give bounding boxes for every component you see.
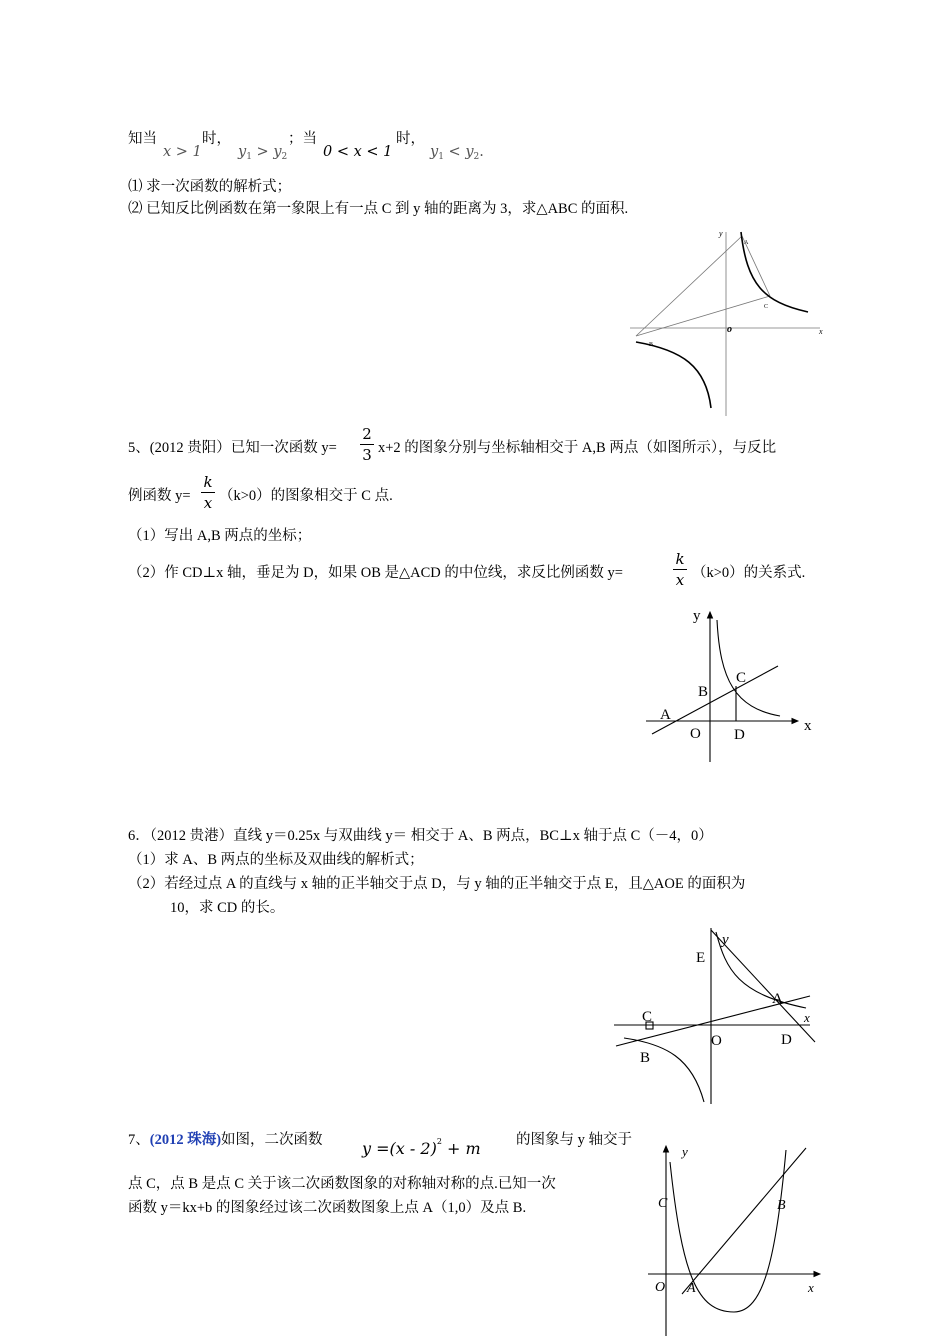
p5-fraction: 2 3	[360, 425, 374, 464]
p5-label-c: C	[736, 670, 747, 686]
p4-hyperbola-q3	[636, 342, 711, 408]
p5-line1-b: x+2 的图象分别与坐标轴相交于 A,B 两点（如图所示），与反比	[378, 440, 777, 456]
p5-line2-a: 例函数 y=	[128, 488, 191, 504]
p7-line	[682, 1148, 806, 1294]
p4-text-d: 时，	[396, 131, 425, 147]
p7-line2: 点 C，点 B 是点 C 关于该二次函数图象的对称轴对称的点.已知一次	[128, 1176, 556, 1192]
p6-label-c: C	[642, 1009, 653, 1025]
p5-figure	[640, 600, 830, 770]
p4-figure	[630, 228, 830, 418]
p4-hyperbola-q1	[741, 232, 808, 312]
p7-label-o: O	[655, 1280, 666, 1295]
p7-text-a: 如图，二次函数	[221, 1132, 323, 1148]
p6-label-a: A	[772, 991, 783, 1007]
p5-line	[652, 666, 778, 734]
p6-question-1: （1）求 A、B 两点的坐标及双曲线的解析式；	[128, 852, 424, 868]
p6-label-e: E	[696, 950, 706, 966]
p6-hyperbola-q3	[624, 1038, 704, 1102]
p4-ineq2: $y_1 > y_2$	[238, 144, 288, 162]
p4-ineq3: 0 < x < 1	[323, 144, 393, 160]
p6-label-d: D	[781, 1032, 792, 1048]
p7-equation: y =(x - 2)$^2$ + m	[362, 1137, 481, 1158]
p5-line2-b: （k>0）的图象相交于 C 点.	[219, 488, 393, 504]
p6-label-y: y	[722, 932, 729, 948]
p5-question-2-a: （2）作 CD⊥x 轴，垂足为 D，如果 OB 是△ACD 的中位线，求反比例函数 y=	[128, 565, 623, 581]
p7-line3: 函数 y＝kx+b 的图象经过该二次函数图象上点 A（1,0）及点 B.	[128, 1200, 527, 1216]
p4-label-x: x	[819, 327, 823, 336]
p7-label-a: A	[687, 1281, 696, 1296]
p7-label-c: C	[658, 1196, 668, 1211]
p5-label-x: x	[804, 718, 812, 734]
p4-text-b: 时，	[202, 131, 231, 147]
p4-text-c: ；当	[288, 131, 317, 147]
p5-question-2-b: （k>0）的关系式.	[692, 565, 806, 581]
p5-question-1: （1）写出 A,B 两点的坐标；	[128, 528, 312, 544]
p4-line1	[128, 129, 157, 149]
p7-line1	[128, 1130, 323, 1150]
p5-fraction-kx-2: k x	[673, 550, 687, 589]
p5-label-b: B	[698, 684, 709, 700]
p5-label-y: y	[693, 608, 701, 624]
p6-figure	[610, 920, 830, 1110]
p4-label-b: B	[649, 342, 654, 348]
p4-label-a: A	[744, 240, 749, 246]
p7-label-x: x	[808, 1280, 814, 1295]
p6-question-2b: 10，求 CD 的长。	[170, 900, 285, 916]
p7-text-b: 的图象与 y 轴交于	[516, 1132, 632, 1148]
p5-fraction-kx: k x	[201, 473, 215, 512]
p4-text-a: 知当	[128, 131, 157, 147]
p5-label-d: D	[734, 727, 745, 743]
p5-label-o: O	[690, 726, 701, 742]
p7-label-b: B	[777, 1198, 786, 1213]
p7-label-y: y	[682, 1144, 688, 1159]
p6-line1: 6．（2012 贵港）直线 y＝0.25x 与双曲线 y＝ 相交于 A、B 两点，BC⊥x 轴于点 C（－4，0）	[128, 828, 713, 844]
p4-label-c: C	[764, 304, 769, 310]
p4-label-o: o	[727, 324, 732, 335]
p6-label-b: B	[640, 1050, 651, 1066]
p6-hyperbola-q1	[716, 932, 806, 1008]
p7-source: (2012 珠海)	[149, 1132, 222, 1148]
p5-hyperbola	[717, 620, 780, 716]
p7-figure	[640, 1140, 830, 1340]
p4-ineq1: x > 1	[163, 144, 202, 160]
p5-line1-a: 5、(2012 贵阳）已知一次函数 y=	[128, 440, 337, 456]
p4-label-y: y	[719, 229, 723, 238]
p4-ineq4: $y_1 < y_2$.	[430, 144, 484, 162]
p6-label-o: O	[711, 1033, 722, 1049]
p6-label-x: x	[804, 1010, 810, 1025]
p4-question-1: ⑴ 求一次函数的解析式；	[128, 179, 292, 195]
p4-question-2: ⑵ 已知反比例函数在第一象限上有一点 C 到 y 轴的距离为 3，求△ABC 的面积.	[128, 201, 629, 217]
p5-label-a: A	[660, 707, 671, 723]
p7-number: 7、	[128, 1132, 150, 1148]
p4-line-bc	[636, 296, 770, 336]
p6-question-2: （2）若经过点 A 的直线与 x 轴的正半轴交于点 D，与 y 轴的正半轴交于点 E，且△AOE 的面积为	[128, 876, 746, 892]
